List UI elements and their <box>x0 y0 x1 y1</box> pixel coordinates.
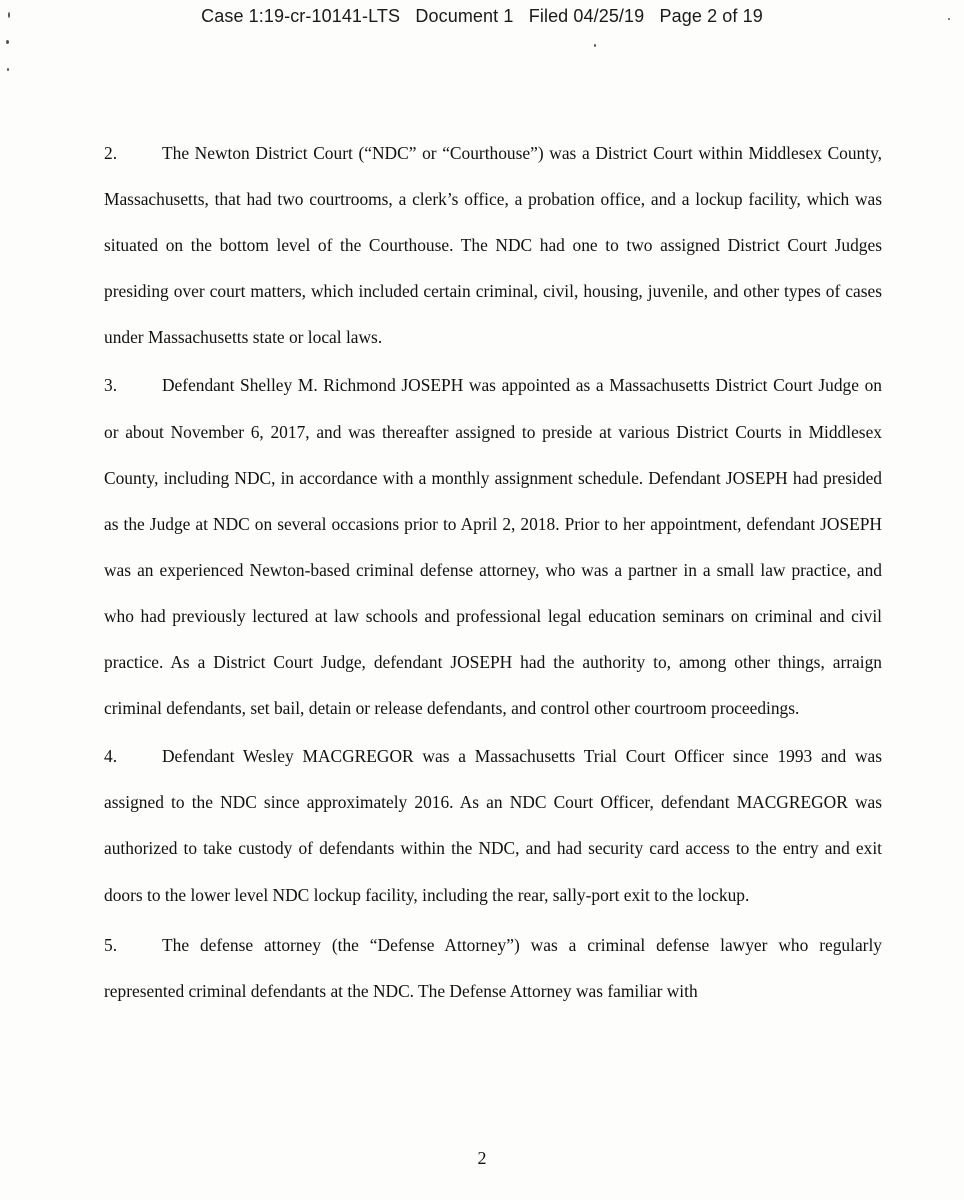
paragraph-3 <box>104 362 882 731</box>
paragraph-2 <box>104 130 882 360</box>
paragraph-5 <box>104 922 882 1014</box>
paragraph-text: Defendant Shelley M. Richmond JOSEPH was appointed as a Massachusetts District Court Judge on or about November 6, 2017, and was thereafter assigned to preside at various District Courts in Middlesex County, including NDC, in accordance with a monthly assignment schedule. Defendant JOSEPH had presided as the Judge at NDC on several occasions prior to April 2, 2018. Prior to her appointment, defendant JOSEPH was an experienced Newton-based criminal defense attorney, who was a partner in a small law practice, and who had previously lectured at law schools and professional legal education seminars on criminal and civil practice. As a District Court Judge, defendant JOSEPH had the authority to, among other things, arraign criminal defendants, set bail, detain or release defendants, and control other courtroom proceedings. <box>104 375 882 719</box>
paragraph-number: 4. <box>104 746 118 767</box>
paragraph-number: 2. <box>104 143 118 163</box>
scan-speck <box>7 68 9 71</box>
paragraph-number: 3. <box>104 375 118 396</box>
page-number: 2 <box>477 1148 487 1168</box>
paragraph-text: Defendant Wesley MACGREGOR was a Massachusetts Trial Court Officer since 1993 and was assigned to the NDC since approximately 2016. As an NDC Court Officer, defendant MACGREGOR was authorized to take custody of defendants within the NDC, and had security card access to the entry and exit doors to the lower level NDC lockup facility, including the rear, sally-port exit to the lockup. <box>104 746 882 905</box>
scan-speck <box>8 12 10 18</box>
scan-speck <box>6 40 9 44</box>
paragraph-text: The Newton District Court (“NDC” or “Courthouse”) was a District Court within Middlesex County, Massachusetts, that had two courtrooms, a clerk’s office, a probation office, and a lockup facility, which was situated on the bottom level of the Courthouse. The NDC had one to two assigned District Court Judges presiding over court matters, which included certain criminal, civil, housing, juvenile, and other types of cases under Massachusetts state or local laws. <box>104 143 882 348</box>
document-body <box>104 130 882 1014</box>
case-header: Case 1:19-cr-10141-LTS Document 1 Filed 04/25/19 Page 2 of 19 <box>201 6 763 26</box>
paragraph-text: The defense attorney (the “Defense Attorney”) was a criminal defense lawyer who regularly represented criminal defendants at the NDC. The Defense Attorney was familiar with <box>104 934 882 1001</box>
paragraph-4 <box>104 733 882 917</box>
scan-speck <box>594 44 596 47</box>
paragraph-number: 5. <box>104 934 118 955</box>
scan-speck <box>948 18 950 20</box>
